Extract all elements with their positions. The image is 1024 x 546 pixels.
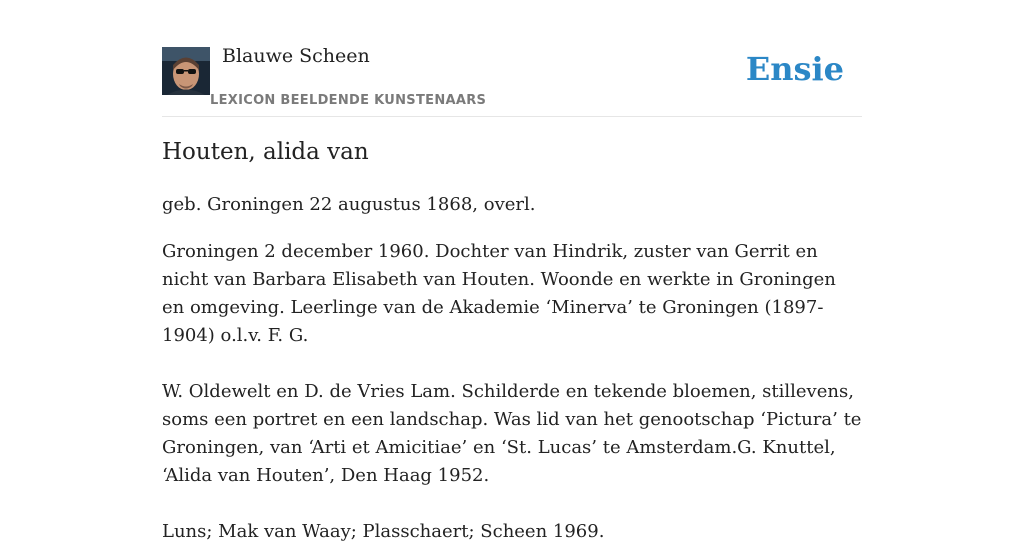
article-paragraph-4: Luns; Mak van Waay; Plasschaert; Scheen 1969.: [162, 521, 605, 542]
ensie-logo[interactable]: Ensie: [745, 50, 844, 88]
article-paragraph-1: geb. Groningen 22 augustus 1868, overl.: [162, 194, 536, 215]
lexicon-subtitle[interactable]: LEXICON BEELDENDE KUNSTENAARS: [210, 93, 487, 108]
article-paragraph-3: W. Oldewelt en D. de Vries Lam. Schilderde en tekende bloemen, stillevens, soms een portret en een landschap. Was lid van het genootschap ‘Pictura’ te Groningen, van ‘Arti et Amicitiae’ en ‘St. Lucas’ te Amsterdam.G. Knuttel, ‘Alida van Houten’, Den Haag 1952.: [162, 381, 862, 486]
author-name[interactable]: Blauwe Scheen: [222, 45, 370, 67]
article-paragraph-2: Groningen 2 december 1960. Dochter van Hindrik, zuster van Gerrit en nicht van Barbara Elisabeth van Houten. Woonde en werkte in Groningen en omgeving. Leerlinge van de Akademie ‘Minerva’ te Groningen (1897-1904) o.l.v. F. G.: [162, 241, 836, 346]
header: [162, 0, 862, 117]
avatar-portrait-icon: [162, 47, 210, 95]
author-avatar[interactable]: [162, 47, 210, 95]
article-body: [162, 191, 862, 546]
article-title: Houten, alida van: [162, 139, 369, 165]
